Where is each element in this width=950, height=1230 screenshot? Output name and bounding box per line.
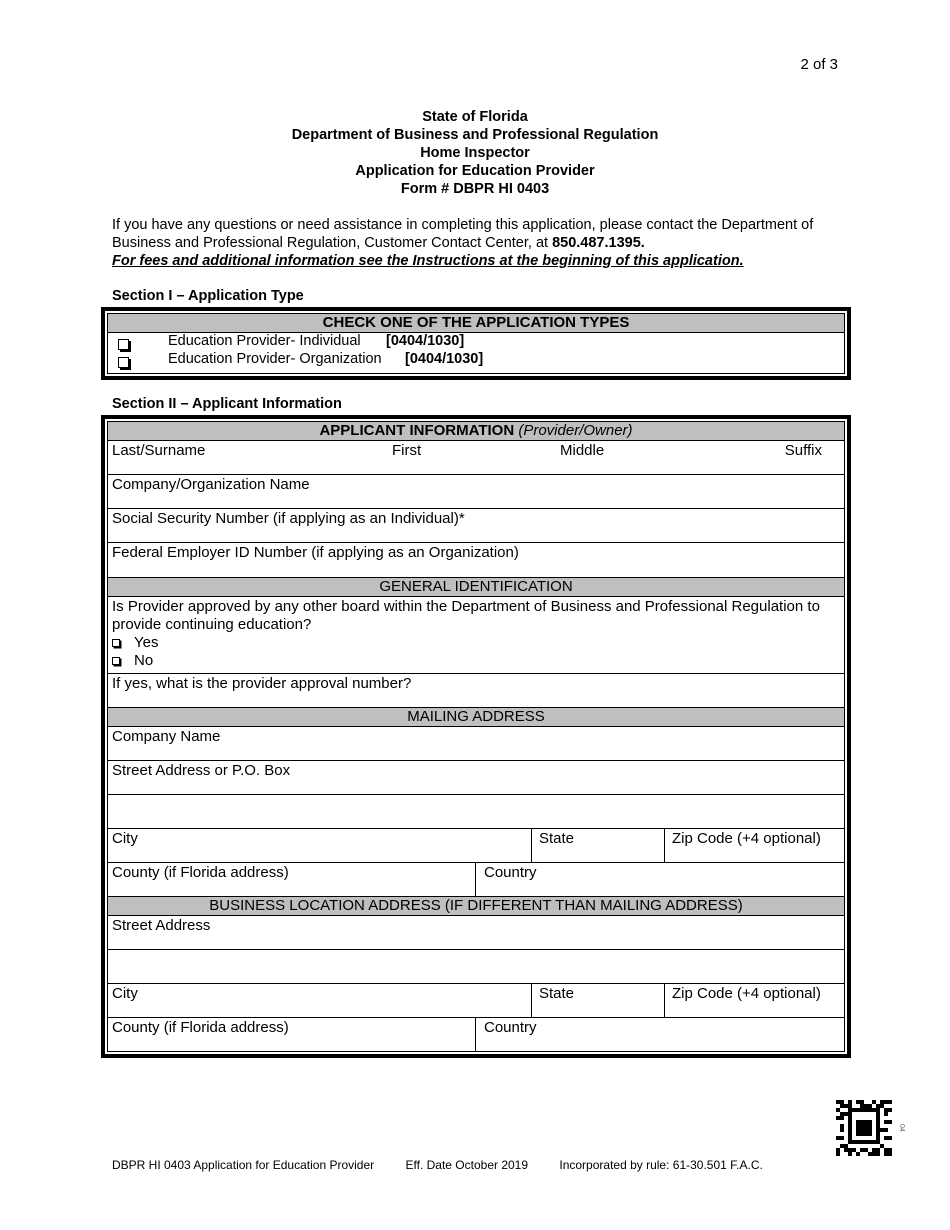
header-state: State of Florida (422, 109, 528, 125)
divider (531, 984, 532, 1017)
applicant-info-bar (108, 422, 844, 441)
mailing-street-label: Street Address or P.O. Box (112, 762, 291, 779)
footer-rule: Incorporated by rule: 61-30.501 F.A.C. (559, 1158, 763, 1172)
footer-form: DBPR HI 0403 Application for Education Provider (112, 1158, 375, 1172)
divider (664, 829, 665, 862)
approval-question (108, 597, 844, 674)
last-name-label: Last/Surname (112, 442, 206, 459)
mailing-street-line2-field[interactable] (108, 795, 844, 829)
ssn-label: Social Security Number (if applying as an Individual)* (112, 510, 465, 527)
first-name-label: First (392, 442, 422, 459)
mailing-county-label: County (if Florida address) (112, 864, 289, 881)
applicant-info-bar-bold: APPLICANT INFORMATION (319, 422, 515, 439)
no-option[interactable] (112, 652, 153, 670)
divider (475, 863, 476, 896)
mailing-zip-label: Zip Code (+4 optional) (672, 830, 821, 847)
option-individual[interactable] (108, 333, 844, 351)
intro-paragraph (112, 216, 832, 270)
approval-question-text: Is Provider approved by any other board within the Department of Business and Professional Regulation to provide continuing education? (112, 598, 820, 633)
name-row[interactable] (108, 441, 844, 475)
applicant-info-bar-italic: (Provider/Owner) (518, 422, 633, 439)
option-individual-label: Education Provider- Individual (168, 333, 361, 349)
qr-code-icon (836, 1100, 892, 1156)
yes-label: Yes (134, 634, 159, 651)
checkbox-organization[interactable] (118, 354, 133, 370)
mailing-street-field[interactable] (108, 761, 844, 795)
business-county-row[interactable] (108, 1018, 844, 1051)
company-org-field[interactable] (108, 475, 844, 509)
section1-title: Section I – Application Type (112, 288, 304, 304)
business-street-field[interactable] (108, 916, 844, 950)
footer-eff-date: Eff. Date October 2019 (405, 1158, 529, 1172)
approval-number-field[interactable] (108, 674, 844, 708)
fees-note: For fees and additional information see the Instructions at the beginning of this application. (112, 253, 744, 269)
section2-title: Section II – Applicant Information (112, 396, 342, 412)
application-type-box (101, 307, 851, 380)
mailing-city-label: City (112, 830, 138, 847)
no-label: No (134, 652, 154, 669)
business-city-label: City (112, 985, 138, 1002)
option-organization-code: [0404/1030] (405, 351, 484, 367)
fein-label: Federal Employer ID Number (if applying as an Organization) (112, 544, 519, 561)
header-application: Application for Education Provider (355, 163, 595, 179)
middle-name-label: Middle (560, 442, 605, 459)
mailing-county-row[interactable] (108, 863, 844, 897)
form-header (0, 108, 950, 198)
mailing-address-bar: MAILING ADDRESS (108, 708, 844, 727)
yes-option[interactable] (112, 634, 158, 652)
applicant-info-box (101, 415, 851, 1058)
divider (664, 984, 665, 1017)
mailing-company-name-field[interactable] (108, 727, 844, 761)
business-county-label: County (if Florida address) (112, 1019, 289, 1036)
company-org-label: Company/Organization Name (112, 476, 310, 493)
intro-text: If you have any questions or need assistance in completing this application, please contact the Department of Business and Professional Regulation, Customer Contact Center, at (112, 217, 814, 251)
header-form-number: Form # DBPR HI 0403 (400, 181, 550, 197)
ssn-field[interactable] (108, 509, 844, 543)
general-identification-bar: GENERAL IDENTIFICATION (108, 578, 844, 597)
business-location-bar: BUSINESS LOCATION ADDRESS (IF DIFFERENT THAN MAILING ADDRESS) (108, 897, 844, 916)
checkbox-individual[interactable] (118, 336, 133, 352)
approval-number-label: If yes, what is the provider approval number? (112, 675, 412, 692)
business-street-line2-field[interactable] (108, 950, 844, 984)
footer (112, 1158, 791, 1172)
business-street-label: Street Address (112, 917, 211, 934)
divider (531, 829, 532, 862)
mailing-company-name-label: Company Name (112, 728, 221, 745)
business-zip-label: Zip Code (+4 optional) (672, 985, 821, 1002)
fein-field[interactable] (108, 543, 844, 578)
header-department: Department of Business and Professional Regulation (291, 127, 659, 143)
option-organization[interactable] (108, 351, 844, 369)
header-profession: Home Inspector (420, 145, 530, 161)
mailing-city-row[interactable] (108, 829, 844, 863)
business-city-row[interactable] (108, 984, 844, 1018)
business-country-label: Country (484, 1019, 537, 1036)
qr-code-label: 04 (898, 1124, 905, 1132)
mailing-state-label: State (539, 830, 575, 847)
business-state-label: State (539, 985, 575, 1002)
option-organization-label: Education Provider- Organization (168, 351, 382, 367)
divider (475, 1018, 476, 1051)
page-number: 2 of 3 (800, 56, 838, 73)
mailing-country-label: Country (484, 864, 537, 881)
option-individual-code: [0404/1030] (386, 333, 465, 349)
contact-phone: 850.487.1395. (552, 235, 645, 251)
suffix-label: Suffix (784, 442, 822, 459)
application-type-bar: CHECK ONE OF THE APPLICATION TYPES (108, 314, 844, 333)
